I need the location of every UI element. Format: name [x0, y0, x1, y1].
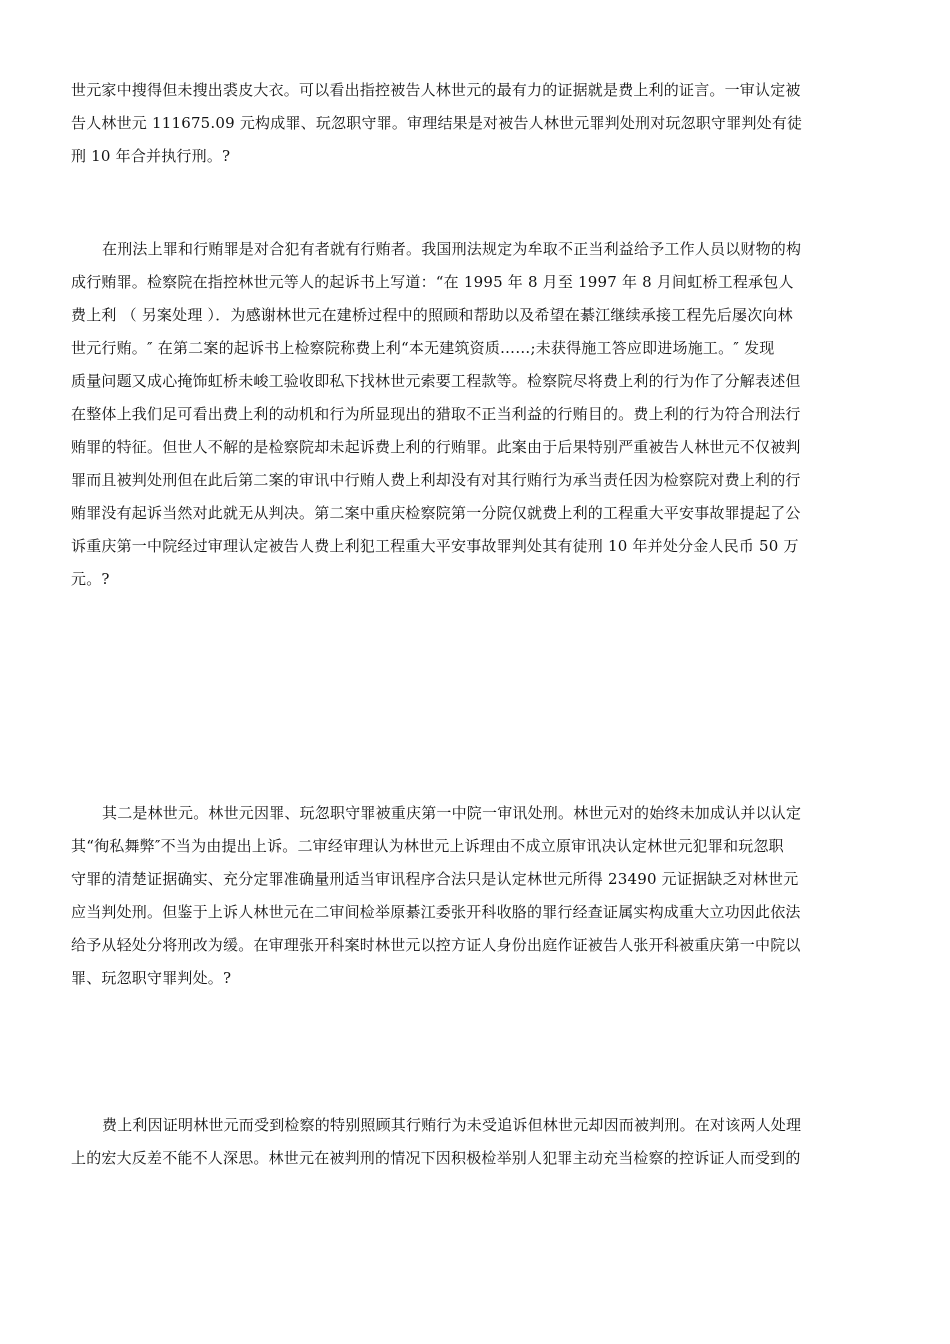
paragraph-2 [71, 233, 879, 596]
text-line: 质量问题又成心掩饰虹桥未峻工验收即私下找林世元索要工程款等。检察院尽将费上利的行为作了分解表述但 [71, 372, 801, 390]
text-line: 守罪的清楚证据确实、充分定罪准确量刑适当审讯程序合法只是认定林世元所得 23490 元证据缺乏对林世元 [71, 870, 799, 888]
text-line: 费上利 （ 另案处理 ）．为感谢林世元在建桥过程中的照顾和帮助以及希望在綦江继续承接工程先后屡次向林 [71, 306, 793, 324]
text-line: 上的宏大反差不能不人深思。林世元在被判刑的情况下因积极检举别人犯罪主动充当检察的控诉证人而受到的 [71, 1149, 801, 1167]
paragraph-3 [71, 797, 879, 995]
paragraph-1 [71, 74, 879, 173]
text-line: 罪而且被判处刑但在此后第二案的审讯中行贿人费上利却没有对其行贿行为承当责任因为检察院对费上利的行 [71, 471, 801, 489]
text-line: 贿罪的特征。但世人不解的是检察院却未起诉费上利的行贿罪。此案由于后果特别严重被告人林世元不仅被判 [71, 438, 801, 456]
paragraph-4 [71, 1109, 879, 1175]
text-line: 成行贿罪。检察院在指控林世元等人的起诉书上写道：“在 1995 年 8 月至 1997 年 8 月间虹桥工程承包人 [71, 273, 794, 291]
text-line: 罪、玩忽职守罪判处。? [71, 969, 232, 987]
text-line: 应当判处刑。但鉴于上诉人林世元在二审间检举原綦江委张开科收胳的罪行经查证属实构成重大立功因此依法 [71, 903, 801, 921]
text-line: 其“徇私舞弊″不当为由提出上诉。二审经审理认为林世元上诉理由不成立原审讯决认定林世元犯罪和玩忽职 [71, 837, 784, 855]
text-line: 其二是林世元。林世元因罪、玩忽职守罪被重庆第一中院一审讯处刑。林世元对的始终未加成认并以认定 [102, 804, 802, 822]
text-line: 贿罪没有起诉当然对此就无从判决。第二案中重庆检察院第一分院仅就费上利的工程重大平安事故罪提起了公 [71, 504, 801, 522]
text-line: 给予从轻处分将刑改为缓。在审理张开科案时林世元以控方证人身份出庭作证被告人张开科被重庆第一中院以 [71, 936, 801, 954]
text-line: 在整体上我们足可看出费上利的动机和行为所显现出的猎取不正当利益的行贿目的。费上利的行为符合刑法行 [71, 405, 801, 423]
text-line: 费上利因证明林世元而受到检察的特别照顾其行贿行为未受追诉但林世元却因而被判刑。在对该两人处理 [102, 1116, 802, 1134]
text-line: 在刑法上罪和行贿罪是对合犯有者就有行贿者。我国刑法规定为牟取不正当利益给予工作人员以财物的构 [102, 240, 802, 258]
text-line: 元。? [71, 570, 110, 588]
text-line: 刑 10 年合并执行刑。? [71, 147, 231, 165]
text-line: 告人林世元 111675.09 元构成罪、玩忽职守罪。审理结果是对被告人林世元罪判处刑对玩忽职守罪判处有徒 [71, 114, 803, 132]
text-line: 世元行贿。″ 在第二案的起诉书上检察院称费上利“本无建筑资质……;未获得施工答应即进场施工。″ 发现 [71, 339, 775, 357]
text-line: 世元家中搜得但未搜出裘皮大衣。可以看出指控被告人林世元的最有力的证据就是费上利的证言。一审认定被 [71, 81, 801, 99]
text-line: 诉重庆第一中院经过审理认定被告人费上利犯工程重大平安事故罪判处其有徒刑 10 年并处分金人民币 50 万 [71, 537, 799, 555]
